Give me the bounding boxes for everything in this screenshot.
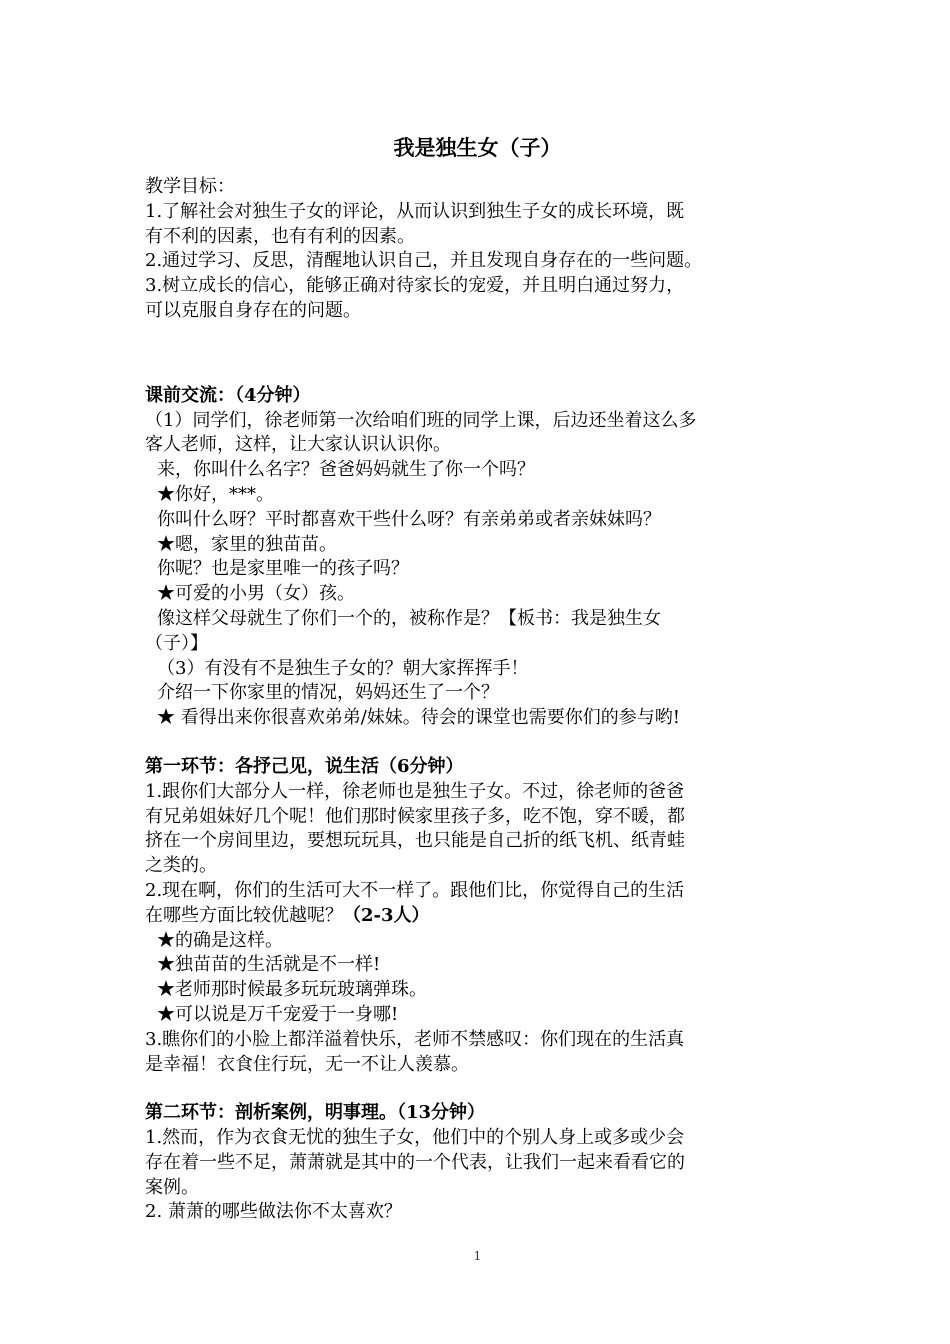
body-line: 介绍一下你家里的情况，妈妈还生了一个？ [157,682,499,704]
body-line: 2. 萧萧的哪些做法你不太喜欢？ [145,1201,402,1223]
section-heading-preclass: 课前交流：（4分钟） [145,384,311,406]
section-heading-2: 第二环节：剖析案例，明事理。（13分钟） [145,1102,486,1124]
body-line: （1）同学们，徐老师第一次给咱们班的同学上课，后边还坐着这么多 [145,409,697,431]
body-line: 来，你叫什么名字？爸爸妈妈就生了你一个吗？ [157,459,535,481]
goal-line: 可以克服自身存在的问题。 [145,299,361,321]
body-line: 客人老师，这样，让大家认识认识你。 [145,434,451,456]
body-line: 是幸福！衣食住行玩，无一不让人羡慕。 [145,1053,469,1075]
document-body [145,175,810,1225]
emphasis-count: （2-3人） [343,904,430,926]
document-page [145,0,810,1344]
star-response-line: ★ 看得出来你很喜欢弟弟/妹妹。待会的课堂也需要你们的参与哟! [157,707,681,729]
star-response-line: ★嗯，家里的独苗苗。 [157,533,337,555]
goal-line: 3.树立成长的信心，能够正确对待家长的宠爱，并且明白通过努力， [145,275,685,297]
document-title: 我是独生女（子） [393,135,562,160]
spacer [145,731,810,755]
star-response-line: ★老师那时候最多玩玩玻璃弹珠。 [157,979,427,1001]
spacer [145,1077,810,1101]
body-line: （子）】 [145,632,208,654]
body-line-with-emphasis [145,904,810,929]
page-number: 1 [473,1249,482,1263]
body-line: 有兄弟姐妹好几个呢！他们那时候家里孩子多，吃不饱，穿不暖，都 [145,805,685,827]
star-response-line: ★你好，***。 [157,483,274,505]
star-response-line: ★可爱的小男（女）孩。 [157,583,355,605]
star-response-line: ★独苗苗的生活就是不一样! [157,954,381,976]
goal-line: 有不利的因素，也有有利的因素。 [145,225,415,247]
body-line: 之类的。 [145,855,217,877]
body-line: 挤在一个房间里边，要想玩玩具，也只能是自己折的纸飞机、纸青蛙 [145,830,685,852]
goal-line: 1.了解社会对独生子女的评论，从而认识到独生子女的成长环境，既 [145,200,685,222]
body-line: 存在着一些不足，萧萧就是其中的一个代表，让我们一起来看看它的 [145,1151,685,1173]
body-line: 像这样父母就生了你们一个的，被称作是？【板书：我是独生女 [157,607,661,629]
spacer [145,324,810,384]
body-line: 1.跟你们大部分人一样，徐老师也是独生子女。不过，徐老师的爸爸 [145,780,685,802]
star-response-line: ★的确是这样。 [157,929,283,951]
body-line: 1.然而，作为衣食无忧的独生子女，他们中的个别人身上或多或少会 [145,1127,685,1149]
body-text: 在哪些方面比较优越呢？ [145,904,343,926]
section-heading-1: 第一环节：各抒己见，说生活（6分钟） [145,755,464,777]
body-line: 2.现在啊，你们的生活可大不一样了。跟他们比，你觉得自己的生活 [145,879,685,901]
star-response-line: ★可以说是万千宠爱于一身哪! [157,1003,399,1025]
body-line: （3）有没有不是独生子女的？朝大家挥挥手！ [157,657,529,679]
goal-line: 2.通过学习、反思，清醒地认识自己，并且发现自身存在的一些问题。 [145,250,703,272]
body-line: 3.瞧你们的小脸上都洋溢着快乐，老师不禁感叹：你们现在的生活真 [145,1028,685,1050]
body-line: 你呢？也是家里唯一的孩子吗？ [157,558,409,580]
body-line: 案例。 [145,1176,199,1198]
body-line: 你叫什么呀？平时都喜欢干些什么呀？有亲弟弟或者亲妹妹吗？ [157,508,661,530]
goals-heading: 教学目标： [145,176,235,197]
